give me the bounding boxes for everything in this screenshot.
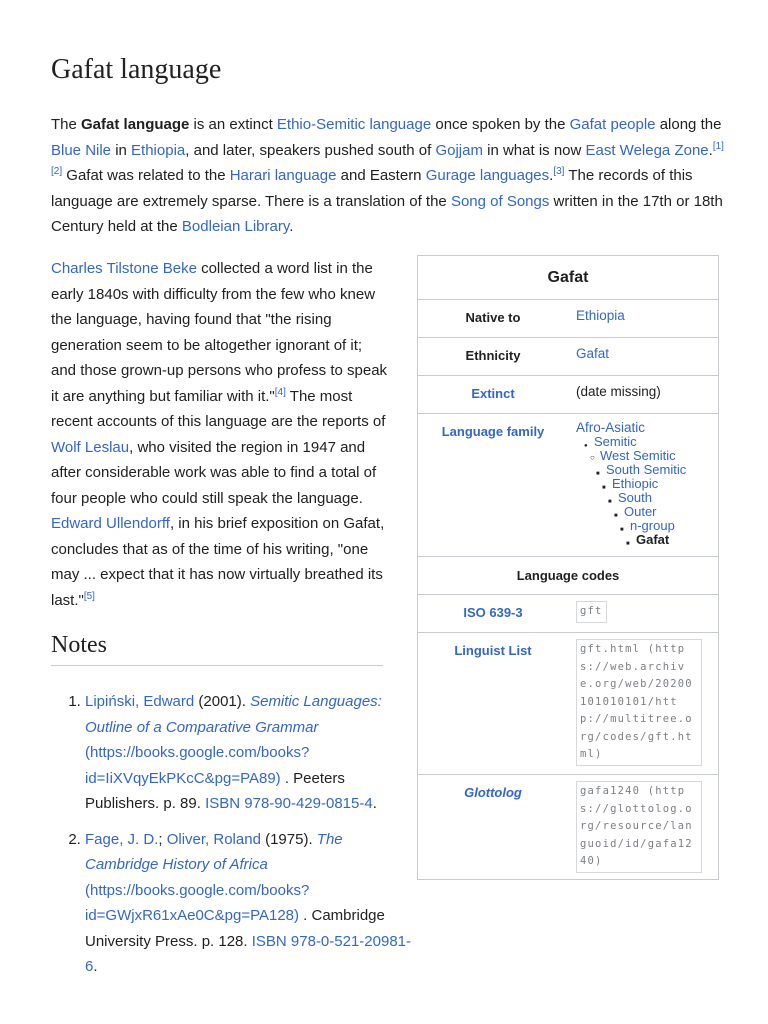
ref-2[interactable]: [2] bbox=[51, 166, 63, 177]
text: (2001). bbox=[194, 693, 251, 710]
text: Gafat was related to the bbox=[62, 167, 230, 184]
infobox-row-glottolog bbox=[418, 774, 718, 879]
text: and Eastern bbox=[336, 167, 426, 184]
link-gafat-infobox[interactable]: Gafat bbox=[576, 346, 610, 361]
text: . Peeters Publishers. p. 89. bbox=[85, 769, 345, 812]
text: The records of this language are extremely sparse. There is a translation of the bbox=[51, 167, 693, 210]
link-ullendorff[interactable]: Edward Ullendorff bbox=[51, 515, 170, 532]
link-author-2[interactable]: Oliver, Roland bbox=[166, 830, 261, 848]
text: The bbox=[51, 116, 82, 133]
link-blue-nile[interactable]: Blue Nile bbox=[51, 141, 112, 159]
notes-heading: Notes bbox=[51, 632, 383, 666]
link-leslau[interactable]: Wolf Leslau bbox=[51, 438, 130, 456]
link-gurage[interactable]: Gurage languages bbox=[425, 167, 550, 184]
ref-5[interactable]: [5] bbox=[83, 590, 95, 602]
glottolog-code[interactable]: gafa1240 (https://glottolog.org/resource/languoid/id/gafa1240) bbox=[576, 781, 702, 873]
link-bodleian[interactable]: Bodleian Library bbox=[181, 218, 290, 235]
text: . bbox=[93, 958, 98, 975]
page-title: Gafat language bbox=[51, 54, 222, 85]
text: collected a word list in the early 1840s with difficulty from the few who knew the language, having found that "the rising generation seem to be altogether ignorant of it; and those grown-up persons who profess to speak it are anything but familiar with it." bbox=[51, 260, 388, 405]
infobox-codes-heading: Language codes bbox=[418, 556, 718, 594]
link-family-west-semitic[interactable]: West Semitic bbox=[600, 448, 676, 463]
link-family-semitic[interactable]: Semitic bbox=[594, 434, 637, 449]
infobox-row-ethnicity bbox=[418, 337, 718, 375]
text: , in his brief exposition on Gafat, concludes that as of the time of his writing, "one may ... expect that it has now virtually breathed its last." bbox=[51, 515, 385, 609]
link-family-south[interactable]: South bbox=[618, 490, 652, 505]
link-family-south-semitic[interactable]: South Semitic bbox=[606, 462, 687, 477]
text: (1975). bbox=[260, 830, 317, 848]
iso-code: gft bbox=[576, 601, 607, 623]
text: . bbox=[549, 167, 554, 184]
infobox-row-native-to bbox=[418, 299, 718, 337]
link-extinct[interactable]: Extinct bbox=[471, 386, 515, 401]
text: is an extinct bbox=[189, 116, 277, 133]
link-beke[interactable]: Charles Tilstone Beke bbox=[51, 260, 197, 277]
link-linguist-list[interactable]: Linguist List bbox=[454, 643, 532, 658]
text: in what is now bbox=[482, 141, 586, 159]
linguist-code[interactable]: gft.html (https://web.archive.org/web/20200101010101/http://multitree.org/codes/gft.html) bbox=[576, 639, 702, 766]
link-family-ethiopic[interactable]: Ethiopic bbox=[612, 476, 659, 491]
text: . bbox=[372, 795, 377, 812]
note-item bbox=[85, 827, 420, 980]
infobox-row-extinct bbox=[418, 375, 718, 413]
ref-4[interactable]: [4] bbox=[274, 386, 286, 398]
text: The most recent accounts of this language are the reports of bbox=[51, 387, 386, 430]
text: ; bbox=[158, 830, 167, 848]
book-url: (https://books.google.com/books?id=IiXVqyEkPKcC&pg=PA89) bbox=[85, 744, 310, 787]
ref-3[interactable]: [3] bbox=[553, 166, 565, 177]
infobox-row-linguist bbox=[418, 632, 718, 774]
link-ethiopia[interactable]: Ethiopia bbox=[131, 141, 186, 159]
intro-paragraph bbox=[51, 112, 731, 240]
link-author[interactable]: Fage, J. D. bbox=[85, 830, 159, 848]
infobox-row-iso bbox=[418, 594, 718, 632]
infobox-label: Ethnicity bbox=[465, 348, 521, 363]
link-gafat-people[interactable]: Gafat people bbox=[569, 116, 656, 133]
bold-term: Gafat language bbox=[81, 116, 190, 133]
link-language-family[interactable]: Language family bbox=[441, 424, 545, 439]
link-family-outer[interactable]: Outer bbox=[624, 504, 657, 519]
link-harari[interactable]: Harari language bbox=[229, 167, 337, 184]
link-iso-639-3[interactable]: ISO 639-3 bbox=[463, 605, 523, 620]
link-gojjam[interactable]: Gojjam bbox=[435, 141, 483, 159]
text: once spoken by the bbox=[431, 116, 570, 133]
infobox-label: Native to bbox=[465, 310, 521, 325]
ref-1[interactable]: [1] bbox=[712, 140, 724, 152]
link-glottolog[interactable]: Glottolog bbox=[464, 785, 522, 800]
link-family-n-group[interactable]: n-group bbox=[630, 518, 675, 533]
text: in bbox=[111, 141, 132, 159]
book-title: The Cambridge History of Africa bbox=[85, 830, 343, 873]
note-item bbox=[85, 689, 420, 817]
infobox-title: Gafat bbox=[547, 268, 589, 286]
family-gafat: Gafat bbox=[636, 532, 670, 547]
text: . bbox=[289, 218, 294, 235]
book-title: Semitic Languages: Outline of a Comparative Grammar bbox=[85, 693, 382, 736]
link-isbn[interactable]: ISBN 978-0-521-20981-6 bbox=[85, 932, 411, 975]
link-family-afro-asiatic[interactable]: Afro-Asiatic bbox=[576, 420, 646, 435]
book-url: (https://books.google.com/books?id=GWjxR61xAe0C&pg=PA128) bbox=[85, 881, 310, 924]
text: . bbox=[708, 141, 713, 159]
link-song-of-songs[interactable]: Song of Songs bbox=[450, 192, 550, 210]
infobox bbox=[417, 255, 719, 880]
link-author[interactable]: Lipiński, Edward bbox=[85, 693, 195, 710]
text: written in the 17th or 18th Century held at the bbox=[51, 192, 723, 235]
text: , who visited the region in 1947 and after considerable work was able to find a total of four people who could still speak the language. bbox=[51, 438, 377, 507]
link-east-welega[interactable]: East Welega Zone bbox=[585, 141, 709, 159]
infobox-row-family bbox=[418, 413, 718, 556]
link-ethiopia-infobox[interactable]: Ethiopia bbox=[576, 308, 625, 323]
text: , and later, speakers pushed south of bbox=[185, 141, 436, 159]
history-paragraph bbox=[51, 256, 391, 613]
notes-list bbox=[51, 689, 420, 990]
link-ethio-semitic[interactable]: Ethio-Semitic language bbox=[276, 116, 432, 133]
text: . Cambridge University Press. p. 128. bbox=[85, 907, 385, 950]
text: along the bbox=[655, 116, 722, 133]
link-isbn[interactable]: ISBN 978-90-429-0815-4 bbox=[205, 795, 373, 812]
infobox-value: (date missing) bbox=[576, 384, 661, 399]
